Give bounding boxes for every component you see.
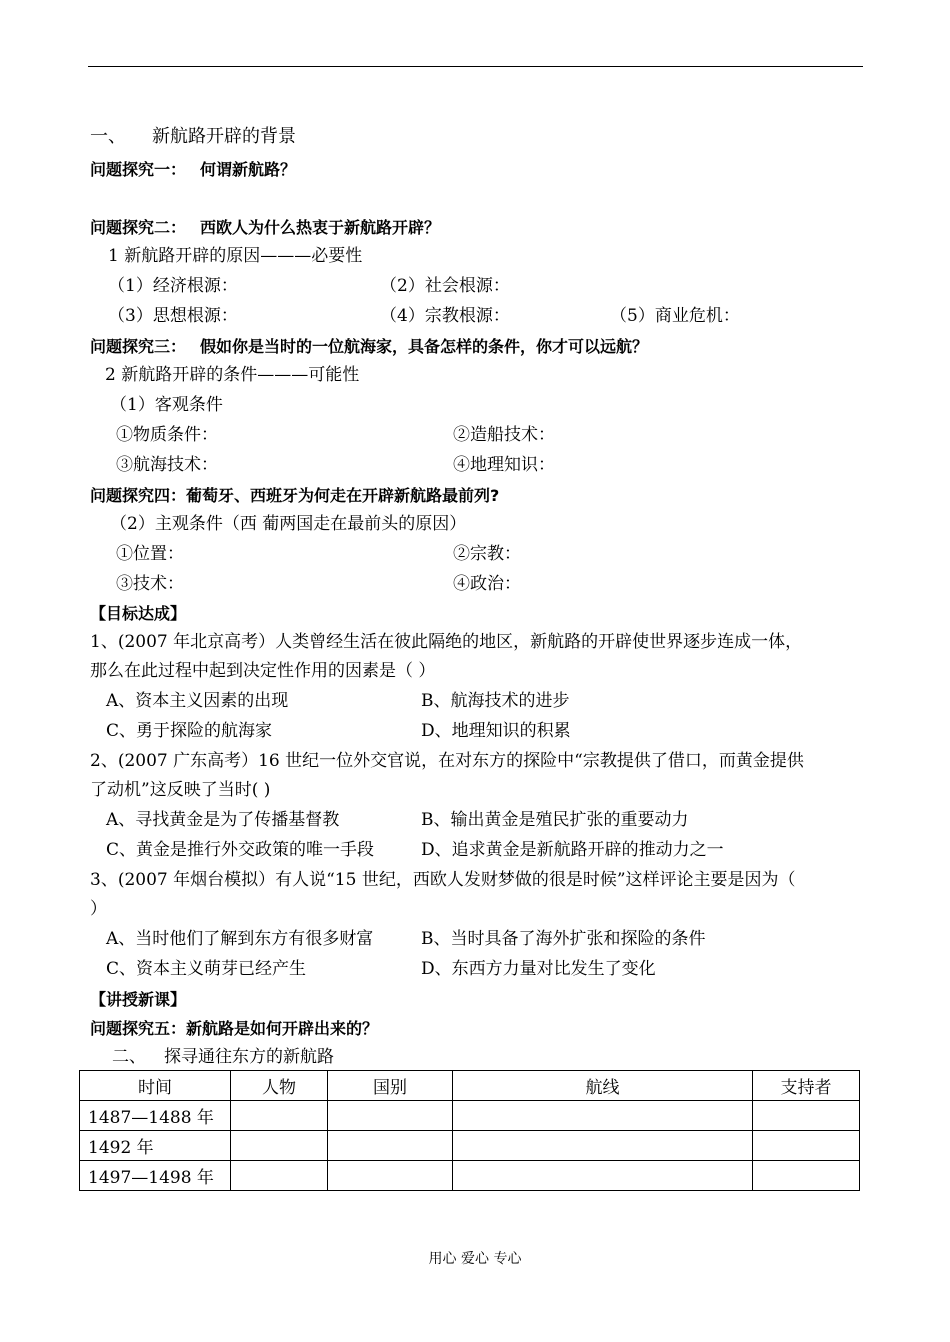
header-person: 人物 [231,1071,328,1101]
mcq-3-option-c: C、资本主义萌芽已经产生 [106,959,307,979]
subjective-conditions-heading: （2）主观条件（西 葡两国走在最前头的原因） [110,514,467,534]
voyages-table [79,1070,860,1191]
header-country: 国别 [328,1071,453,1101]
mcq-1-option-a: A、资本主义因素的出现 [106,691,289,711]
section-title: 新航路开辟的背景 [152,126,296,147]
mcq-1-line-2: 那么在此过程中起到决定性作用的因素是（ ） [90,661,436,681]
section-1-heading [90,126,296,148]
mcq-2-option-a: A、寻找黄金是为了传播基督教 [106,810,340,830]
header-route: 航线 [453,1071,753,1101]
section-2-heading [112,1046,334,1068]
mcq-2-option-c: C、黄金是推行外交政策的唯一手段 [106,840,375,860]
reason-social: （2）社会根源： [380,276,510,296]
reason-economic: （1）经济根源： [108,276,238,296]
question-3: 问题探究三： 假如你是当时的一位航海家，具备怎样的条件，你才可以远航？ [90,337,649,356]
question-1: 问题探究一： 何谓新航路？ [90,160,297,179]
table-row [80,1131,860,1161]
objective-conditions: （1）客观条件 [110,395,223,415]
table-row [80,1161,860,1191]
subjective-religion: ②宗教： [453,544,521,564]
subjective-location: ①位置： [116,544,184,564]
cell-supporter [753,1131,860,1161]
mcq-1-option-c: C、勇于探险的航海家 [106,721,273,741]
cell-route [453,1101,753,1131]
condition-geography: ④地理知识： [453,455,555,475]
cell-country [328,1161,453,1191]
mcq-3-option-d: D、东西方力量对比发生了变化 [421,959,656,979]
cell-country [328,1131,453,1161]
table-header-row [80,1071,860,1101]
reason-commercial: （5）商业危机： [610,306,740,326]
goals-heading: 【目标达成】 [90,604,187,623]
cell-time: 1497—1498 年 [80,1161,231,1191]
condition-shipbuilding: ②造船技术： [453,425,555,445]
section-number: 二、 [112,1047,146,1067]
header-time: 时间 [80,1071,231,1101]
mcq-2-option-b: B、输出黄金是殖民扩张的重要动力 [421,810,689,830]
cell-supporter [753,1161,860,1191]
question-2: 问题探究二： 西欧人为什么热衷于新航路开辟？ [90,218,441,237]
mcq-2-line-1: 2、(2007 广东高考）16 世纪一位外交官说，在对东方的探险中“宗教提供了借口，而黄金提供 [90,751,804,771]
condition-material: ①物质条件： [116,425,218,445]
mcq-1-option-b: B、航海技术的进步 [421,691,570,711]
mcq-1-line-1: 1、(2007 年北京高考）人类曾经生活在彼此隔绝的地区，新航路的开辟使世界逐步连成一体， [90,632,803,652]
subjective-technology: ③技术： [116,574,184,594]
mcq-3-option-b: B、当时具备了海外扩张和探险的条件 [421,929,706,949]
cell-route [453,1131,753,1161]
mcq-3-option-a: A、当时他们了解到东方有很多财富 [106,929,374,949]
subjective-politics: ④政治： [453,574,521,594]
cell-person [231,1131,328,1161]
table-row [80,1101,860,1131]
reason-ideological: （3）思想根源： [108,306,238,326]
reasons-heading: 1 新航路开辟的原因———必要性 [108,246,363,266]
question-4: 问题探究四：葡萄牙、西班牙为何走在开辟新航路最前列? [90,486,500,505]
mcq-2-line-2: 了动机”这反映了当时( ) [90,780,271,800]
mcq-3-line-2: ） [90,899,107,919]
cell-person [231,1101,328,1131]
cell-country [328,1101,453,1131]
reason-religious: （4）宗教根源： [380,306,510,326]
page-footer: 用心 爱心 专心 [428,1251,522,1267]
section-title: 探寻通往东方的新航路 [164,1047,334,1067]
cell-person [231,1161,328,1191]
header-supporter: 支持者 [753,1071,860,1101]
mcq-2-option-d: D、追求黄金是新航路开辟的推动力之一 [421,840,724,860]
cell-time: 1492 年 [80,1131,231,1161]
cell-time: 1487—1488 年 [80,1101,231,1131]
header-rule [88,66,863,67]
mcq-1-option-d: D、地理知识的积累 [421,721,571,741]
cell-route [453,1161,753,1191]
mcq-3-line-1: 3、(2007 年烟台模拟）有人说“15 世纪，西欧人发财梦做的很是时候”这样评论主要是因为（ [90,870,796,890]
question-5: 问题探究五：新航路是如何开辟出来的？ [90,1019,379,1038]
section-number: 一、 [90,126,126,147]
conditions-heading: 2 新航路开辟的条件———可能性 [105,365,360,385]
cell-supporter [753,1101,860,1131]
condition-navigation: ③航海技术： [116,455,218,475]
lecture-heading: 【讲授新课】 [90,990,187,1009]
